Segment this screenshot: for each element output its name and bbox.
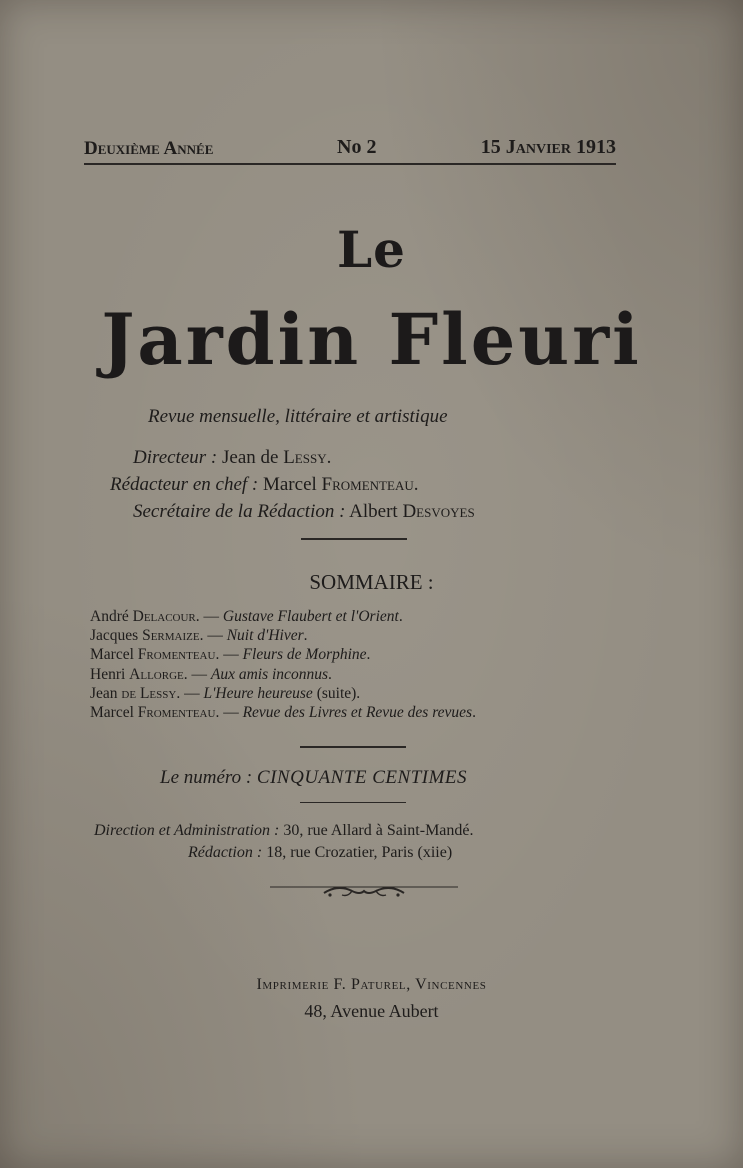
address-value: 30, rue Allard à Saint-Mandé. xyxy=(283,822,474,839)
author-last: Sermaize xyxy=(142,627,200,645)
issue-price xyxy=(160,767,467,789)
divider-rule xyxy=(300,746,406,748)
toc-entry: Henri Allorge. — Aux amis inconnus. xyxy=(90,665,332,683)
staff-surname: Lessy xyxy=(283,447,327,468)
printer-address: 48, Avenue Aubert xyxy=(304,1001,439,1021)
author-last: Allorge xyxy=(129,665,184,683)
author-last: Fromenteau xyxy=(137,704,216,722)
staff-role: Rédacteur en chef : xyxy=(110,474,259,495)
printer-name: Imprimerie F. Paturel, Vincennes xyxy=(256,976,487,993)
divider-rule xyxy=(300,802,406,803)
work-title: Aux amis inconnus xyxy=(210,665,328,683)
staff-role: Directeur : xyxy=(133,447,218,468)
toc-entry: André Delacour. — Gustave Flaubert et l'Orient. xyxy=(90,608,403,625)
header-rule xyxy=(84,163,616,165)
work-title: Gustave Flaubert et l'Orient xyxy=(222,608,399,625)
author-last: Delacour xyxy=(132,608,196,625)
address-label: Direction et Administration : xyxy=(94,822,280,839)
issue-year: Deuxième Année xyxy=(84,138,214,159)
work-title: L'Heure heureuse xyxy=(203,684,313,702)
staff-suffix: . xyxy=(326,447,332,468)
issue-number: No 2 xyxy=(337,136,377,158)
divider-rule xyxy=(301,538,407,540)
author-first: Marcel xyxy=(90,646,134,664)
work-title: Fleurs de Morphine xyxy=(242,646,367,664)
ornament-flourish-icon xyxy=(268,880,460,902)
toc-entry: Marcel Fromenteau. — Revue des Livres et Revue des revues. xyxy=(90,704,476,722)
staff-name: Marcel xyxy=(262,474,317,495)
staff-editor-in-chief xyxy=(110,474,418,496)
author-first: André xyxy=(90,608,129,625)
author-last: de Lessy xyxy=(121,684,177,702)
staff-role: Secrétaire de la Rédaction : xyxy=(133,501,346,522)
work-title: Revue des Livres et Revue des revues xyxy=(242,704,473,722)
issue-date: 15 Janvier 1913 xyxy=(480,136,616,158)
admin-address xyxy=(94,822,474,840)
contents-heading: SOMMAIRE : xyxy=(309,570,434,594)
table-of-contents xyxy=(90,607,650,722)
address-label: Rédaction : xyxy=(188,844,263,861)
author-last: Fromenteau xyxy=(137,646,216,664)
magazine-title: Jardin Fleuri xyxy=(101,298,642,381)
work-title: Nuit d'Hiver xyxy=(226,627,304,645)
staff-name: Albert xyxy=(349,501,398,522)
staff-surname: Desvoyes xyxy=(402,501,475,522)
subtitle: Revue mensuelle, littéraire et artistique xyxy=(148,406,448,427)
price-label: Le numéro : xyxy=(160,767,253,788)
staff-name: Jean de xyxy=(222,447,279,468)
title-article: Le xyxy=(337,220,406,279)
toc-entry: Jean de Lessy. — L'Heure heureuse (suite). xyxy=(90,684,361,702)
staff-secretary xyxy=(133,501,475,523)
toc-entry: Marcel Fromenteau. — Fleurs de Morphine. xyxy=(90,646,371,664)
author-first: Marcel xyxy=(90,704,134,722)
author-first: Jean xyxy=(90,684,118,702)
editorial-address xyxy=(188,844,452,862)
author-first: Jacques xyxy=(90,627,139,645)
price-value: CINQUANTE CENTIMES xyxy=(256,767,468,788)
address-value: 18, rue Crozatier, Paris (xiie) xyxy=(266,844,453,861)
author-first: Henri xyxy=(90,665,126,683)
work-extra: (suite) xyxy=(312,684,357,702)
staff-director xyxy=(133,447,331,469)
staff-surname: Fromenteau xyxy=(321,474,414,495)
staff-suffix: . xyxy=(413,474,419,495)
toc-entry: Jacques Sermaize. — Nuit d'Hiver. xyxy=(90,627,308,645)
